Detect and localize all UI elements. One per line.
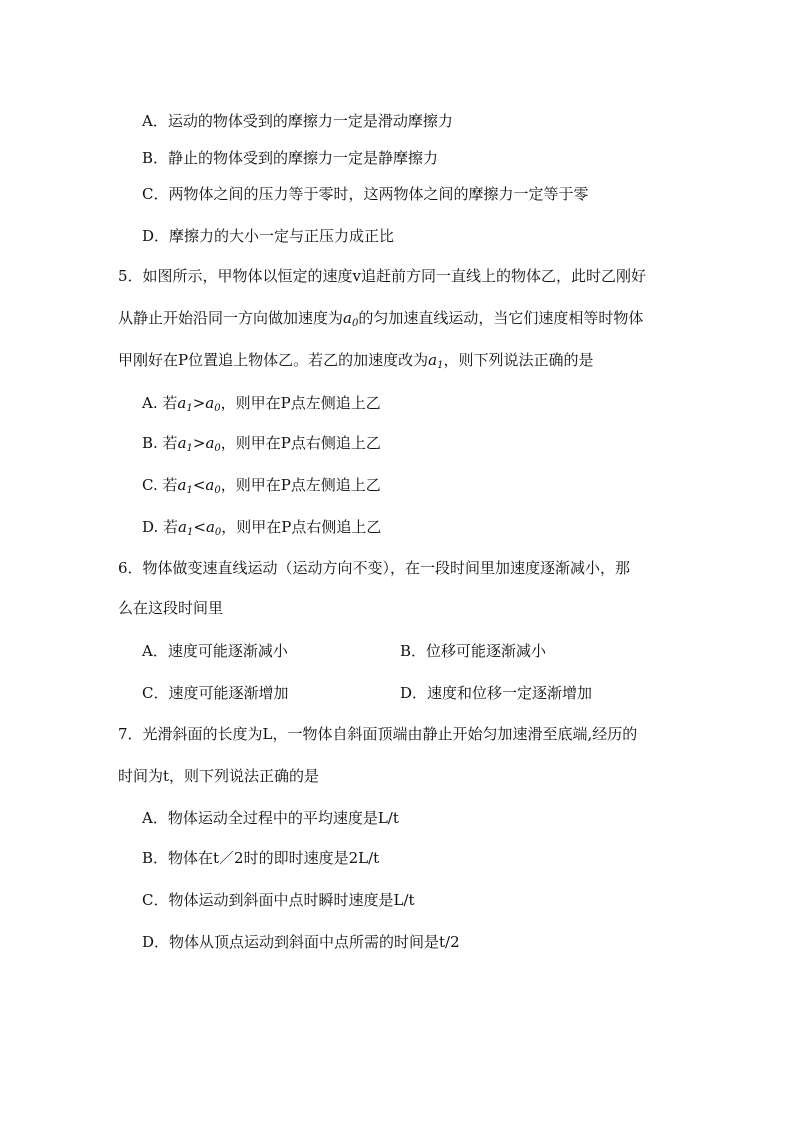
q4-option-c: C．两物体之间的压力等于零时，这两物体之间的摩擦力一定等于零 [142,185,589,203]
q6-stem-line1: 6．物体做变速直线运动（运动方向不变），在一段时间里加速度逐渐减小，那 [118,559,631,577]
q7-option-d: D．物体从顶点运动到斜面中点所需的时间是t/2 [142,933,460,951]
q6-option-d: D．速度和位移一定逐渐增加 [400,684,593,702]
symbol-a1: $a_1$ [428,351,444,371]
q5-stem-line1: 5．如图所示，甲物体以恒定的速度v追赶前方同一直线上的物体乙，此时乙刚好 [118,267,647,285]
q4-option-d: D．摩擦力的大小一定与正压力成正比 [142,227,395,245]
q7-option-b: B．物体在t／2时的即时速度是2L/t [142,849,380,867]
q7-stem-line1: 7．光滑斜面的长度为L，一物体自斜面顶端由静止开始匀加速滑至底端,经历的 [118,725,638,743]
q5-option-c: C. 若$a_1<a_0$，则甲在P点左侧追上乙 [142,476,381,496]
q6-option-c: C．速度可能逐渐增加 [142,684,289,702]
q5-stem-line3: 甲刚好在P位置追上物体乙。若乙的加速度改为$a_1$，则下列说法正确的是 [118,351,594,371]
q6-option-b: B．位移可能逐渐减小 [400,642,547,660]
q4-option-b: B．静止的物体受到的摩擦力一定是静摩擦力 [142,149,439,167]
q6-stem-line2: 么在这段时间里 [118,599,224,617]
q4-option-a: A．运动的物体受到的摩擦力一定是滑动摩擦力 [142,112,453,130]
q7-option-a: A．物体运动全过程中的平均速度是L/t [142,809,399,827]
q6-option-a: A．速度可能逐渐减小 [142,642,288,660]
q7-option-c: C．物体运动到斜面中点时瞬时速度是L/t [142,891,415,909]
q7-stem-line2: 时间为t，则下列说法正确的是 [118,767,320,785]
q5-option-b: B. 若$a_1>a_0$，则甲在P点右侧追上乙 [142,434,381,454]
symbol-a0: $a_0$ [343,309,359,329]
q5-option-a: A. 若$a_1>a_0$，则甲在P点左侧追上乙 [142,394,381,414]
q5-stem-line2: 从静止开始沿同一方向做加速度为$a_0$的匀加速直线运动，当它们速度相等时物体 [118,309,644,329]
q5-option-d: D. 若$a_1<a_0$，则甲在P点右侧追上乙 [142,518,382,538]
